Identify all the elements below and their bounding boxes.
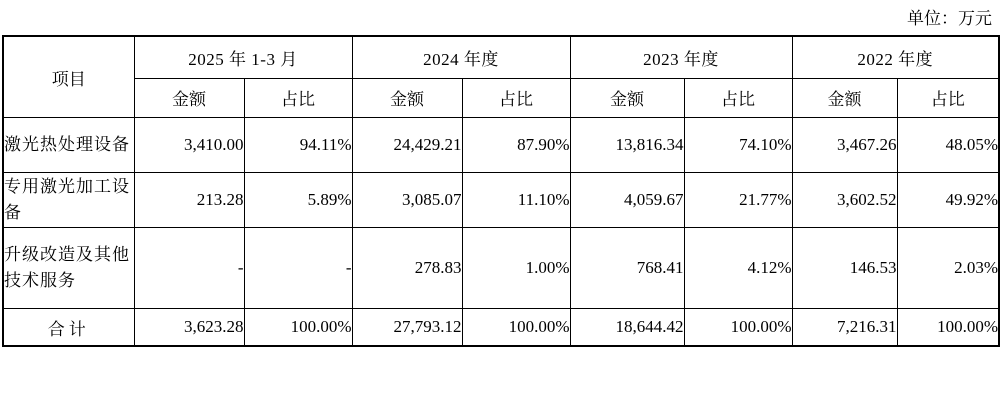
total-cell-6: 7,216.31 (792, 309, 897, 347)
total-cell-5: 100.00% (684, 309, 792, 347)
total-cell-1: 100.00% (244, 309, 352, 347)
row-2-cell-6: 146.53 (792, 228, 897, 309)
row-0-cell-6: 3,467.26 (792, 118, 897, 173)
row-2-cell-7: 2.03% (897, 228, 999, 309)
header-sub-amount-0: 金额 (134, 78, 244, 117)
row-1-cell-1: 5.89% (244, 173, 352, 228)
revenue-breakdown-table (2, 35, 1000, 347)
row-0-cell-7: 48.05% (897, 118, 999, 173)
row-0-cell-0: 3,410.00 (134, 118, 244, 173)
total-cell-2: 27,793.12 (352, 309, 462, 347)
row-1-cell-6: 3,602.52 (792, 173, 897, 228)
table-total-row (3, 309, 999, 347)
row-2-cell-2: 278.83 (352, 228, 462, 309)
row-1-cell-3: 11.10% (462, 173, 570, 228)
row-label-2: 升级改造及其他技术服务 (3, 228, 134, 309)
row-2-cell-0: - (134, 228, 244, 309)
header-sub-ratio-1: 占比 (462, 78, 570, 117)
header-period-0: 2025 年 1-3 月 (134, 36, 352, 78)
total-label: 合计 (3, 309, 134, 347)
header-sub-amount-2: 金额 (570, 78, 684, 117)
row-0-cell-3: 87.90% (462, 118, 570, 173)
header-sub-ratio-3: 占比 (897, 78, 999, 117)
total-cell-4: 18,644.42 (570, 309, 684, 347)
header-period-2: 2023 年度 (570, 36, 792, 78)
header-sub-amount-3: 金额 (792, 78, 897, 117)
header-sub-amount-1: 金额 (352, 78, 462, 117)
row-label-0: 激光热处理设备 (3, 118, 134, 173)
table-header-row-periods (3, 36, 999, 78)
table-row (3, 118, 999, 173)
total-cell-7: 100.00% (897, 309, 999, 347)
header-period-1: 2024 年度 (352, 36, 570, 78)
table-row (3, 228, 999, 309)
unit-note: 单位：万元 (907, 9, 992, 28)
header-sub-ratio-2: 占比 (684, 78, 792, 117)
row-2-cell-3: 1.00% (462, 228, 570, 309)
row-0-cell-4: 13,816.34 (570, 118, 684, 173)
row-1-cell-0: 213.28 (134, 173, 244, 228)
table-row (3, 173, 999, 228)
total-cell-0: 3,623.28 (134, 309, 244, 347)
row-2-cell-4: 768.41 (570, 228, 684, 309)
row-2-cell-5: 4.12% (684, 228, 792, 309)
row-0-cell-2: 24,429.21 (352, 118, 462, 173)
row-label-1: 专用激光加工设备 (3, 173, 134, 228)
header-item: 项目 (3, 36, 134, 118)
header-sub-ratio-0: 占比 (244, 78, 352, 117)
row-2-cell-1: - (244, 228, 352, 309)
total-cell-3: 100.00% (462, 309, 570, 347)
row-0-cell-5: 74.10% (684, 118, 792, 173)
header-period-3: 2022 年度 (792, 36, 999, 78)
row-0-cell-1: 94.11% (244, 118, 352, 173)
row-1-cell-5: 21.77% (684, 173, 792, 228)
row-1-cell-4: 4,059.67 (570, 173, 684, 228)
table-header-row-sub (3, 78, 999, 117)
row-1-cell-2: 3,085.07 (352, 173, 462, 228)
row-1-cell-7: 49.92% (897, 173, 999, 228)
